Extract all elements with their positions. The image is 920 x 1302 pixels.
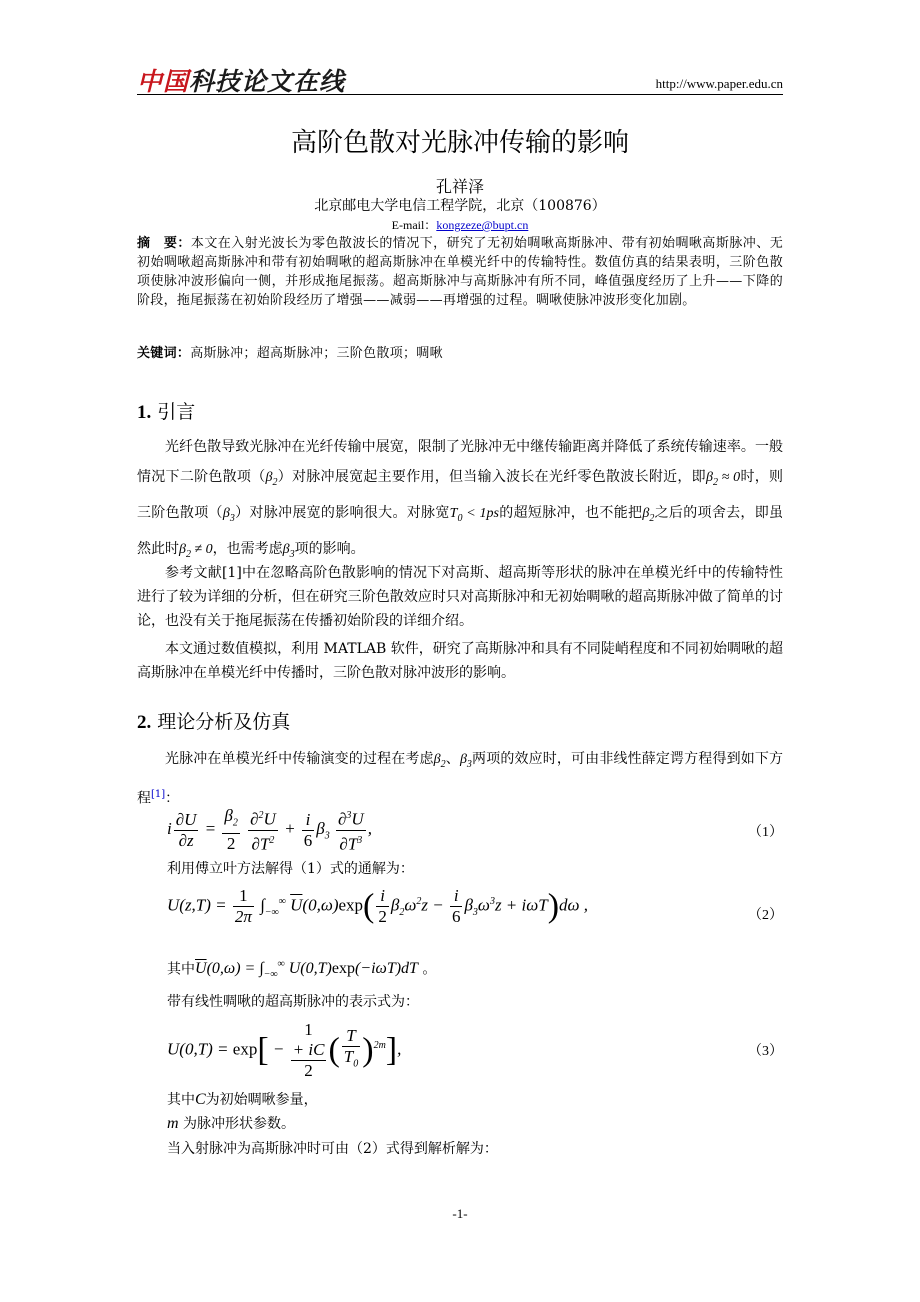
equation-3-number: （3）: [748, 1044, 783, 1059]
site-logo: 中国科技论文在线: [137, 67, 346, 96]
equation-1-number: （1）: [748, 825, 783, 840]
header-rule: [137, 94, 783, 95]
section-2-line-2: 利用傅立叶方法解得（1）式的通解为：: [167, 861, 414, 877]
section-2-line-3: 其中$\overline{U}(0,\omega) = \int_{-\infty}^\infty$ U(0,T)exp(−iωT)dT 。: [167, 959, 437, 981]
section-2-line-7: 当入射脉冲为高斯脉冲时可由（2）式得到解析解为：: [167, 1141, 498, 1157]
abstract: 摘 要：本文在入射光波长为零色散波长的情况下，研究了无初始啁啾高斯脉冲、带有初始啁啾高斯脉冲、无初始啁啾超高斯脉冲和带有初始啁啾的超高斯脉冲在单模光纤中的传输特性。数值仿真的结果表明，三阶色散项使脉冲波形偏向一侧，并形成拖尾振荡。超高斯脉冲与高斯脉冲有所不同，峰值强度经历了上升——下降的阶段，拖尾振荡在初始阶段经历了增强——减弱——再增强的过程。啁啾使脉冲波形变化加剧。: [137, 236, 784, 308]
section-1-heading: 1. 引言: [137, 401, 196, 423]
equation-1: i $\frac{\partial U}{\partial z}$ = $\frac{\beta_2}{2}$ $\frac{\partial^2U}{\partial T^2}$ + $\frac{i}{6}$ $\beta_3$ $\frac{\partial^3U}{\partial T^3}$ ,: [167, 806, 372, 854]
section-1-paragraph-1: 光纤色散导致光脉冲在光纤传输中展宽，限制了光脉冲无中继传输距离并降低了系统传输速率。一般情况下二阶色散项$(\beta_2)$对脉冲展宽起主要作用，但当输入波长在光纤零色散波长附近，即$\beta_2 \approx 0$时，则三阶色散项$(\beta_3)$对脉冲展宽的影响很大。对脉宽$T_0 < 1ps$的超短脉冲，也不能把$\beta_2$之后的项舍去，即虽然此时$\beta_2 \ne 0$，也需考虑$\beta_3$项的影响。: [137, 439, 784, 560]
keywords: 关键词：高斯脉冲；超高斯脉冲；三阶色散项；啁啾: [137, 346, 443, 361]
equation-2-number: （2）: [748, 908, 783, 923]
section-2-paragraph-1: 光脉冲在单模光纤中传输演变的过程在考虑$\beta_2$、$\beta_3$两项的效应时，可由非线性薛定谔方程得到如下方程[1]：: [137, 751, 784, 807]
page-number: -1-: [452, 1206, 468, 1221]
section-2-line-6: m 为脉冲形状参数。: [167, 1115, 296, 1132]
section-2-heading: 2. 理论分析及仿真: [137, 711, 291, 733]
site-url[interactable]: http://www.paper.edu.cn: [655, 76, 783, 91]
paper-title: 高阶色散对光脉冲传输的影响: [290, 128, 629, 158]
equation-2: U(z,T) = $\frac{1}{2\pi}$ $\int_{-\infty}^\infty$ $\overline{U}(0,\omega)\exp$( $\frac{i}{2}$ $\beta_2\omega^2z$ − $\frac{i}{6}$ $\beta_3\omega^3z + i\omega T)d\omega$ ,: [167, 886, 589, 926]
section-1-paragraph-2: 参考文献[1]中在忽略高阶色散影响的情况下对高斯、超高斯等形状的脉冲在单模光纤中的传输特性进行了较为详细的分析，但在研究三阶色散效应时只对高斯脉冲和无初始啁啾的超高斯脉冲做了简单的讨论，也没有关于拖尾振荡在传播初始阶段的详细介绍。: [137, 565, 783, 629]
section-1-paragraph-3: 本文通过数值模拟，利用 MATLAB 软件，研究了高斯脉冲和具有不同陡峭程度和不同初始啁啾的超高斯脉冲在单模光纤中传播时，三阶色散对脉冲波形的影响。: [137, 641, 783, 681]
email-line: E-mail：kongzeze@bupt.cn: [391, 218, 529, 232]
equation-3: U(0,T) = exp[ − 1 + iC 2 ( $\frac{T}{T_0}$ )$^{2m}$],: [167, 1020, 402, 1080]
author: 孔祥泽: [435, 177, 484, 196]
email-link[interactable]: kongzeze@bupt.cn: [436, 218, 529, 232]
affiliation: 北京邮电大学电信工程学院，北京（100876）: [314, 198, 606, 214]
section-2-line-4: 带有线性啁啾的超高斯脉冲的表示式为：: [167, 994, 419, 1010]
section-2-line-5: 其中C为初始啁啾参量，: [167, 1091, 318, 1108]
